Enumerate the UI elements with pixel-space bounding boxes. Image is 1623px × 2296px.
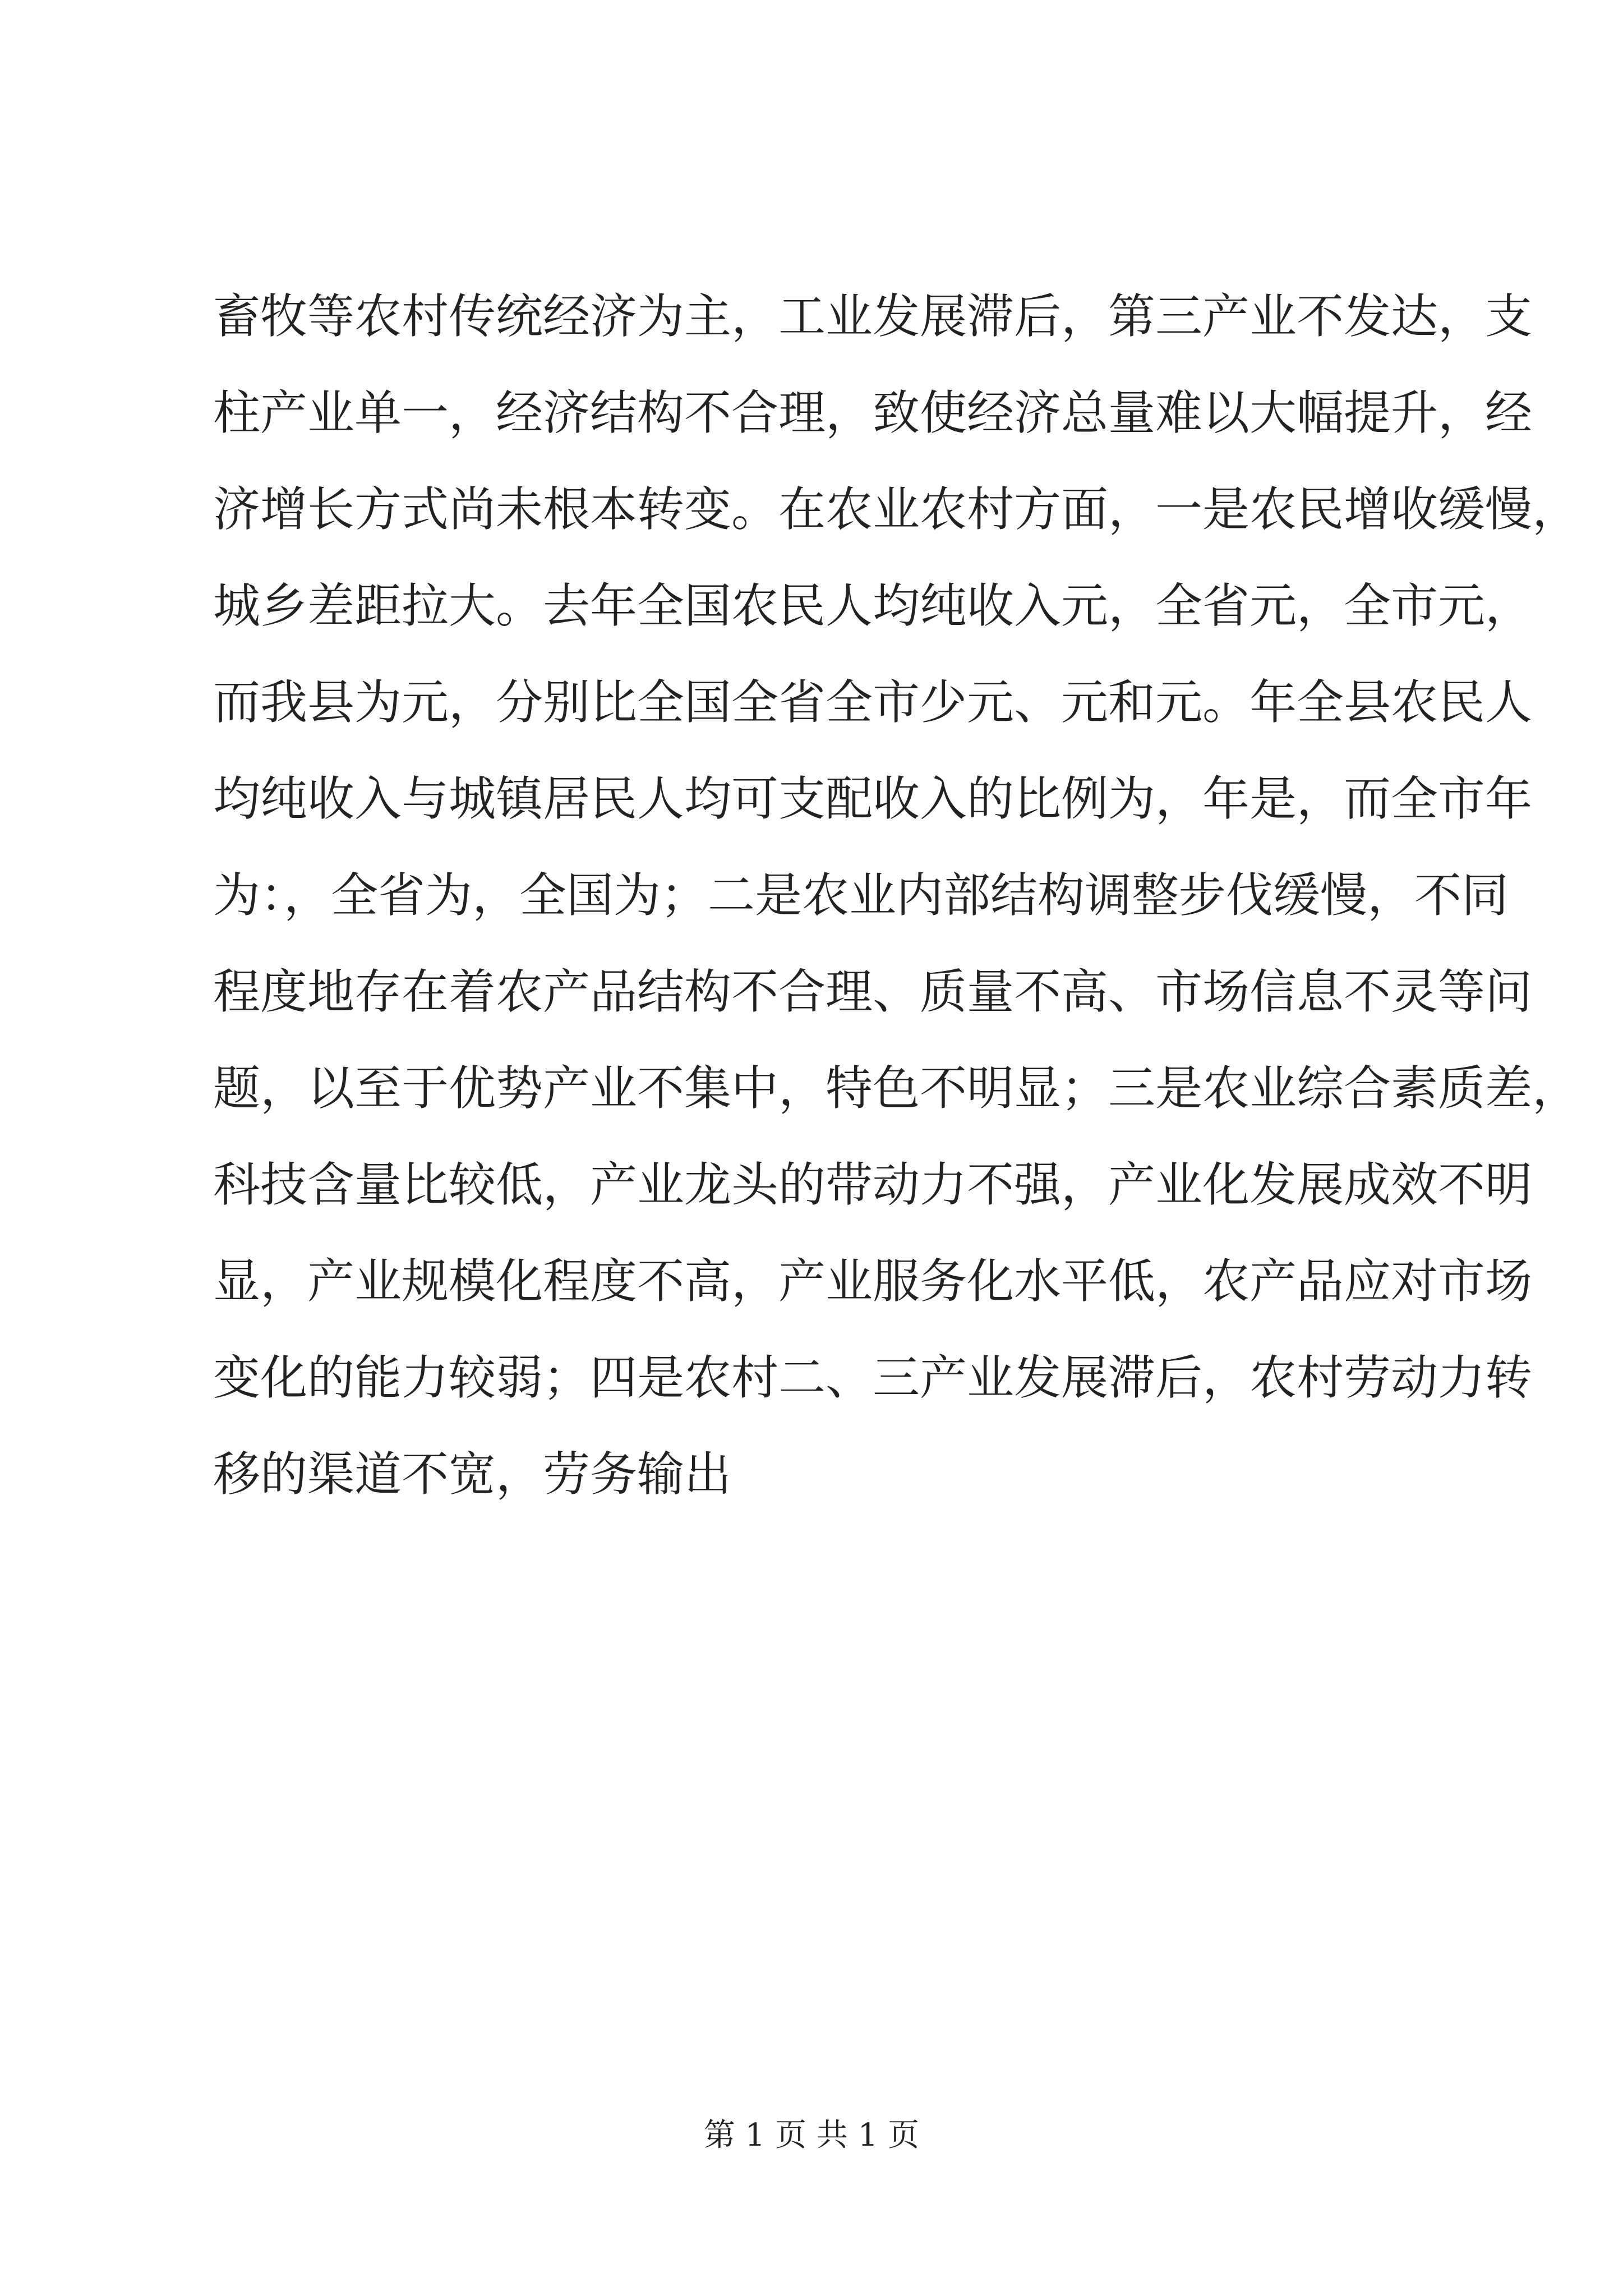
body-paragraph (213, 268, 1580, 1522)
paragraph-line-8: 程度地存在着农产品结构不合理、质量不高、市场信息不灵等问 (213, 964, 1533, 1019)
paragraph-line-5: 而我县为元，分别比全国全省全市少元、元和元。年全县农民人 (213, 675, 1533, 730)
paragraph-line-11: 显，产业规模化程度不高，产业服务化水平低，农产品应对市场 (213, 1254, 1533, 1309)
page-footer: 第 1 页 共 1 页 (703, 2117, 920, 2154)
paragraph-line-9: 题，以至于优势产业不集中，特色不明显；三是农业综合素质差， (213, 1061, 1580, 1116)
paragraph-line-13: 移的渠道不宽，劳务输出 (213, 1447, 732, 1502)
paragraph-line-1: 畜牧等农村传统经济为主，工业发展滞后，第三产业不发达，支 (213, 289, 1533, 344)
paragraph-line-6: 均纯收入与城镇居民人均可支配收入的比例为，年是，而全市年 (213, 771, 1533, 826)
paragraph-line-3: 济增长方式尚未根本转变。在农业农村方面，一是农民增收缓慢， (213, 482, 1580, 537)
paragraph-line-12: 变化的能力较弱；四是农村二、三产业发展滞后，农村劳动力转 (213, 1350, 1533, 1405)
paragraph-line-10: 科技含量比较低，产业龙头的带动力不强，产业化发展成效不明 (213, 1157, 1533, 1212)
paragraph-line-4: 城乡差距拉大。去年全国农民人均纯收入元，全省元，全市元， (213, 578, 1533, 633)
paragraph-line-2: 柱产业单一，经济结构不合理，致使经济总量难以大幅提升，经 (213, 385, 1533, 440)
paragraph-line-7: 为：，全省为，全国为；二是农业内部结构调整步伐缓慢，不同 (213, 868, 1509, 923)
